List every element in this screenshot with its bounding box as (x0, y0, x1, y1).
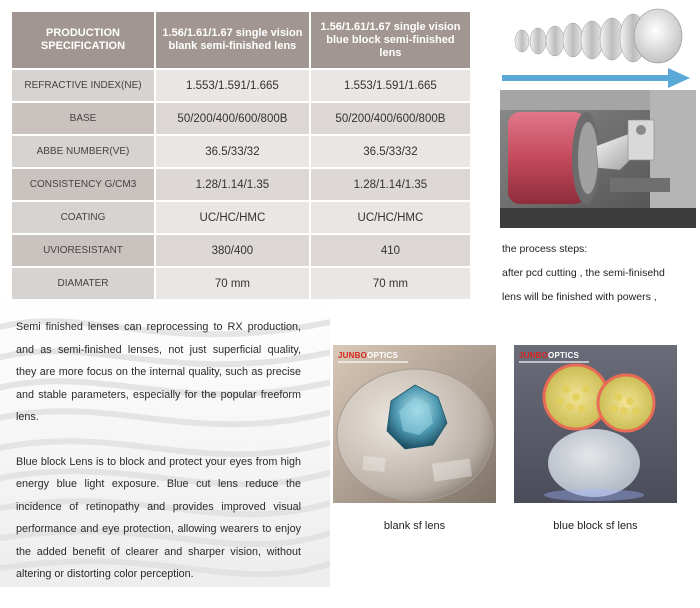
description-text (16, 316, 301, 608)
process-steps-text (502, 237, 698, 309)
row-label: COATING (12, 202, 154, 233)
blue-block-sf-lens-photo (514, 345, 677, 503)
table-row (12, 268, 470, 299)
process-line-2: lens will be finished with powers , (502, 291, 657, 303)
caption-blue-block-sf-lens: blue block sf lens (553, 520, 638, 532)
blank-value: 70 mm (156, 268, 309, 299)
blank-value: UC/HC/HMC (156, 202, 309, 233)
process-line-1: after pcd cutting , the semi-finisehd (502, 267, 665, 279)
table-row (12, 70, 470, 101)
blank-value: 1.28/1.14/1.35 (156, 169, 309, 200)
caption-blank-sf-lens: blank sf lens (383, 520, 446, 532)
logo-underline (519, 361, 589, 363)
junbo-optics-logo: JUNBOOPTICS (519, 351, 579, 360)
row-label: BASE (12, 103, 154, 134)
header-spec: PRODUCTION SPECIFICATION (12, 12, 154, 68)
table-row (12, 202, 470, 233)
blue-value: 70 mm (311, 268, 470, 299)
blank-value: 1.553/1.591/1.665 (156, 70, 309, 101)
blank-sf-lens-photo (333, 345, 496, 503)
blue-value: 50/200/400/600/800B (311, 103, 470, 134)
row-label: UVIORESISTANT (12, 235, 154, 266)
header-blank-lens: 1.56/1.61/1.67 single vision blank semi-finished lens (156, 12, 309, 68)
row-label: DIAMATER (12, 268, 154, 299)
blank-value: 36.5/33/32 (156, 136, 309, 167)
row-label: CONSISTENCY G/CM3 (12, 169, 154, 200)
blue-value: 1.553/1.591/1.665 (311, 70, 470, 101)
blank-value: 50/200/400/600/800B (156, 103, 309, 134)
semi-finished-paragraph: Semi finished lenses can reprocessing to RX production, and as semi-finished lenses, not just superficial quality, they are more focus on the internal quality, such as precise and stable parameters, especially for the popular freeform lens. (16, 321, 301, 423)
table-row (12, 235, 470, 266)
blank-value: 380/400 (156, 235, 309, 266)
junbo-optics-logo: JUNBOOPTICS (338, 351, 398, 360)
blue-value: 1.28/1.14/1.35 (311, 169, 470, 200)
row-label: ABBE NUMBER(VE) (12, 136, 154, 167)
header-blue-block-lens: 1.56/1.61/1.67 single vision blue block semi-finished lens (311, 12, 470, 68)
spec-table (10, 10, 472, 301)
lens-stages-illustration (500, 6, 692, 90)
arrow-right-icon (502, 68, 690, 88)
row-label: REFRACTIVE INDEX(NE) (12, 70, 154, 101)
process-title: the process steps: (502, 243, 588, 255)
lens-disc-1 (515, 30, 529, 52)
table-row (12, 169, 470, 200)
blue-value: UC/HC/HMC (311, 202, 470, 233)
blue-value: 410 (311, 235, 470, 266)
blue-block-paragraph: Blue block Lens is to block and protect your eyes from high energy blue light exposure. Blue cut lens reduce the incidence of retinopathy and provides improved visual performance and eye protection, allowing wearers to enjoy the added benefit of clearer and sharper vision, without altering or distorting color perception. (16, 455, 301, 580)
table-header-row (12, 12, 470, 68)
table-row (12, 136, 470, 167)
blue-value: 36.5/33/32 (311, 136, 470, 167)
logo-underline (338, 361, 408, 363)
pcd-cutting-machine-photo (500, 90, 696, 228)
table-row (12, 103, 470, 134)
